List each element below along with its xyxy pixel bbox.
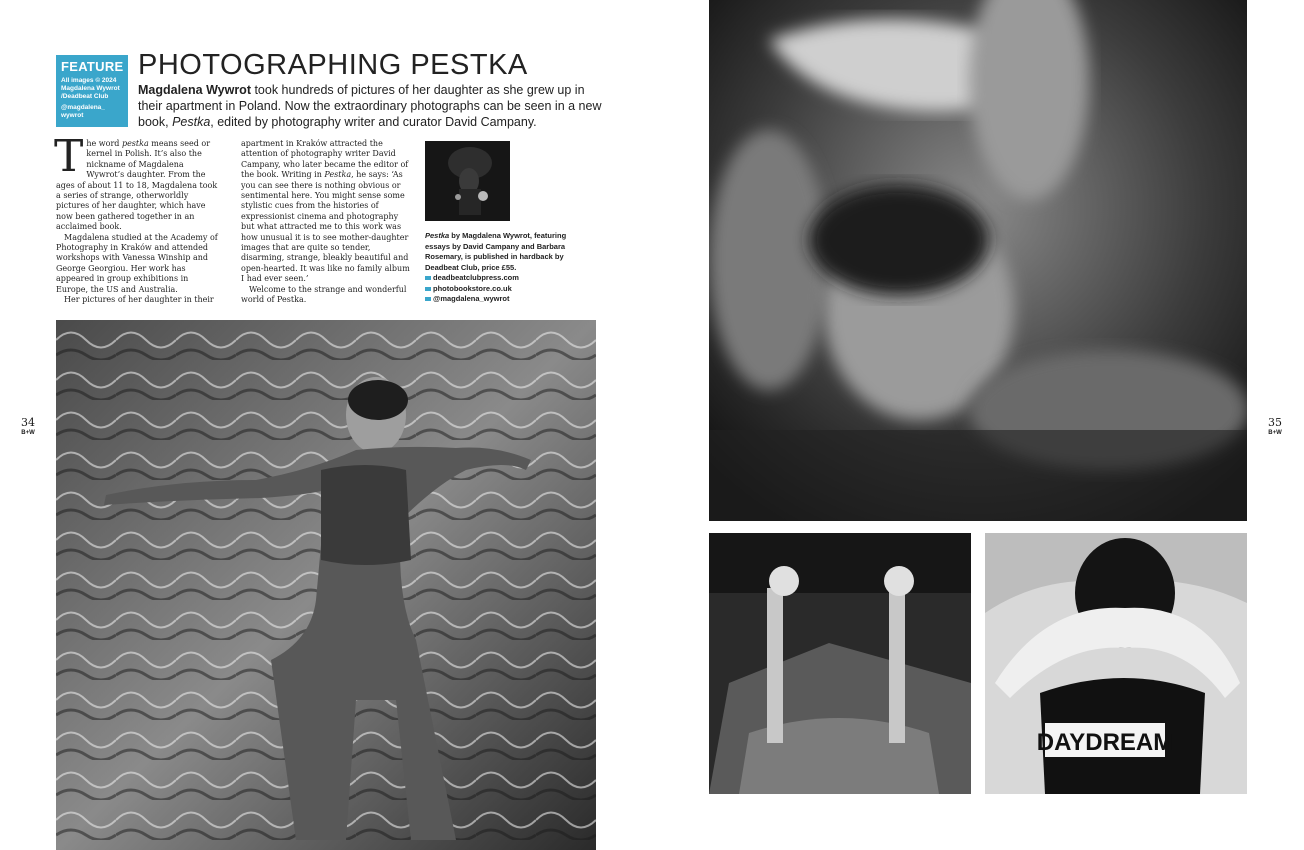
standfirst-text: took hundreds of pictures of her daughter as she grew up in their apartment in Poland. Now the extraordinary photographs can be seen in a new book, <box>138 83 602 129</box>
shirt-text: DAYDREAM <box>1036 729 1174 756</box>
photo-floating-in-pool <box>56 320 596 850</box>
caption-text: by Magdalena Wywrot, featuring essays by David Campany and Barbara Rosemary, is published in hardback by Deadbeat Club, price £55. <box>425 231 567 272</box>
feature-label: FEATURE <box>61 59 124 74</box>
photo-daydream-shirt <box>985 533 1247 794</box>
feature-badge <box>56 55 128 127</box>
standfirst-text-end: , edited by photography writer and curator David Campany. <box>210 115 537 129</box>
paragraph-5: Welcome to the strange and wonderful world of Pestka. <box>241 284 407 305</box>
article-title: PHOTOGRAPHING PESTKA <box>138 49 528 81</box>
page-number-right: 35 B+W <box>1268 416 1282 436</box>
photo-raised-arms <box>709 533 971 794</box>
drop-cap: T <box>54 131 84 182</box>
paragraph-1: The word pestka means seed or kernel in Polish. It’s also the nickname of Magdalena Wywrot’s daughter. From the ages of about 11 to 18, Magdalena took a series of strange, otherworldly pictures of her daughter, which have now been gathered together in an acclaimed book. <box>54 131 218 232</box>
paragraph-2: Magdalena studied at the Academy of Photography in Kraków and attended workshops with Vanessa Winship and George Georgiou. Her work has appeared in group exhibitions in Europe, the US and Australia. <box>56 232 218 294</box>
page-number-left: 34 B+W <box>21 416 35 436</box>
photo-mother-daughter-blur <box>709 0 1247 521</box>
image-credit: All images © 2024 Magdalena Wywrot /Deadbeat Club <box>61 77 120 100</box>
instagram-icon <box>425 297 431 301</box>
caption-book: Pestka <box>425 231 450 240</box>
body-column-2 <box>241 139 411 306</box>
credit-handle: @magdalena_ wywrot <box>61 104 105 119</box>
standfirst-book: Pestka <box>172 115 211 129</box>
body-column-1 <box>54 131 218 306</box>
link-deadbeat[interactable]: deadbeatclubpress.com <box>425 273 585 284</box>
link-instagram[interactable]: @magdalena_wywrot <box>425 294 585 305</box>
web-icon <box>425 287 431 291</box>
paragraph-3: Her pictures of her daughter in their <box>64 295 214 305</box>
book-caption <box>425 231 585 305</box>
paragraph-4: apartment in Kraków attracted the attention of photography writer David Campany, who later became the editor of the book. Writing in Pestka, he says: ‘As you can see there is nothing obvious or sentimental here. You might sense some stylistic cues from the histories of expressionist cinema and photography but what attracted me to this work was how unusual it is to see mother-daughter images that are quite so tender, disarming, strange, bleakly beautiful and open-hearted. It was like no family album I had ever seen.’ <box>241 139 410 284</box>
book-cover-image <box>425 141 510 221</box>
standfirst-name: Magdalena Wywrot <box>138 83 251 97</box>
web-icon <box>425 276 431 280</box>
standfirst <box>138 82 608 130</box>
link-photobookstore[interactable]: photobookstore.co.uk <box>425 284 585 295</box>
